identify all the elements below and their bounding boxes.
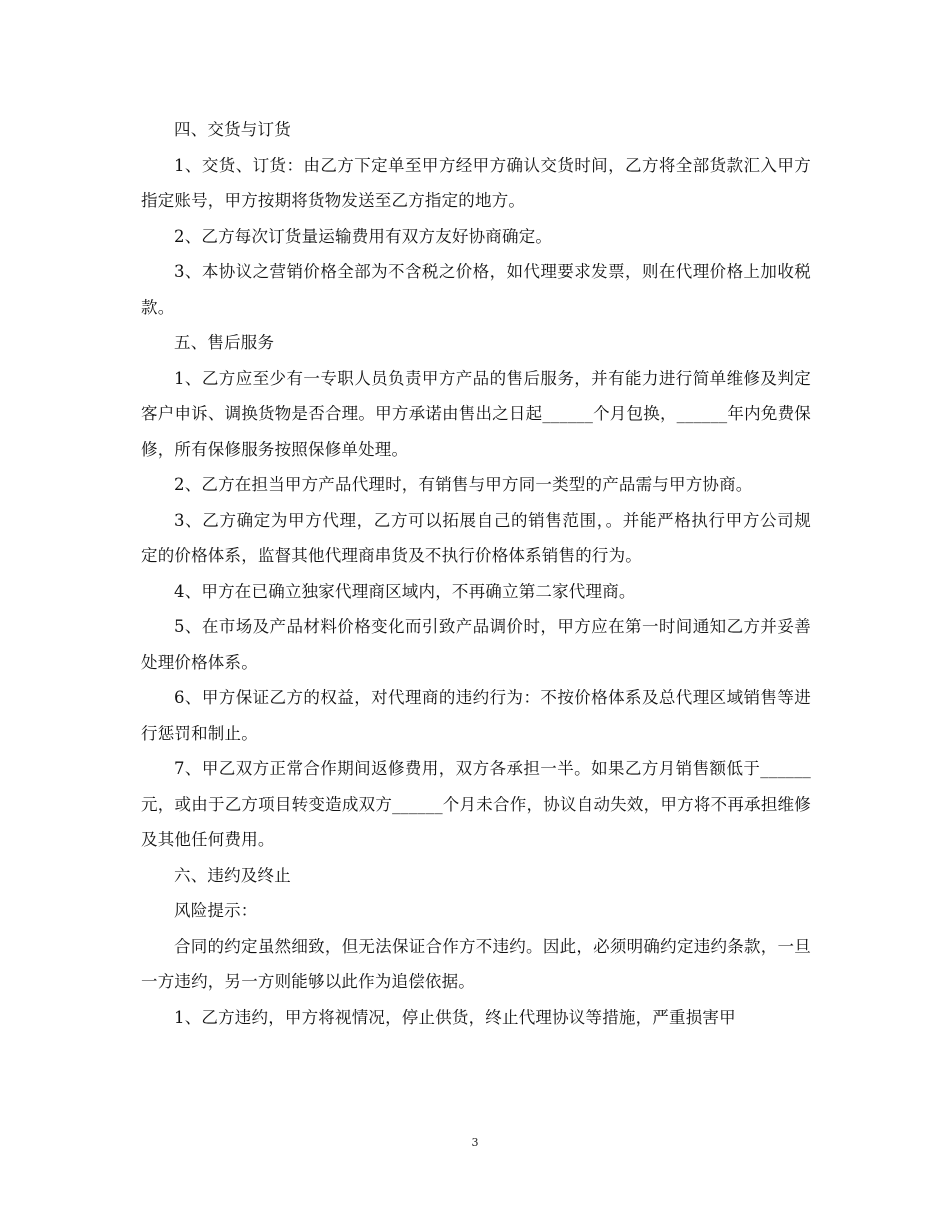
clause-paragraph: 1、交货、订货：由乙方下定单至甲方经甲方确认交货时间，乙方将全部货款汇入甲方指定账号，甲方按期将货物发送至乙方指定的地方。 xyxy=(141,155,811,210)
clause-paragraph: 4、甲方在已确立独家代理商区域内，不再确立第二家代理商。 xyxy=(174,581,636,601)
clause-paragraph: 3、乙方确定为甲方代理，乙方可以拓展自己的销售范围，。并能严格执行甲方公司规定的价格体系，监督其他代理商串货及不执行价格体系销售的行为。 xyxy=(141,510,811,565)
clause-paragraph: 2、乙方每次订货量运输费用有双方友好协商确定。 xyxy=(174,226,553,246)
clause-paragraph: 7、甲乙双方正常合作期间返修费用，双方各承担一半。如果乙方月销售额低于______元，或由于乙方项目转变造成双方______个月未合作，协议自动失效，甲方将不再承担维修及其他任何费用。 xyxy=(141,759,811,849)
section-heading-delivery: 四、交货与订货 xyxy=(174,120,291,139)
section-heading-breach: 六、违约及终止 xyxy=(174,865,291,885)
risk-note-label: 风险提示： xyxy=(174,901,258,920)
section-heading-after-sales: 五、售后服务 xyxy=(174,333,275,352)
clause-paragraph: 6、甲方保证乙方的权益，对代理商的违约行为：不按价格体系及总代理区域销售等进行惩罚和制止。 xyxy=(141,688,811,743)
clause-paragraph: 1、乙方违约，甲方将视情况，停止供货，终止代理协议等措施，严重损害甲 xyxy=(174,1007,736,1027)
document-body xyxy=(141,112,811,1035)
page-number: 3 xyxy=(471,1136,479,1149)
clause-paragraph: 2、乙方在担当甲方产品代理时，有销售与甲方同一类型的产品需与甲方协商。 xyxy=(174,475,753,494)
clause-paragraph: 3、本协议之营销价格全部为不含税之价格，如代理要求发票，则在代理价格上加收税款。 xyxy=(141,262,811,317)
risk-note-text: 合同的约定虽然细致，但无法保证合作方不违约。因此，必须明确约定违约条款，一旦一方违约，另一方则能够以此作为追偿依据。 xyxy=(141,936,811,991)
clause-paragraph: 5、在市场及产品材料价格变化而引致产品调价时，甲方应在第一时间通知乙方并妥善处理价格体系。 xyxy=(141,617,811,672)
clause-paragraph: 1、乙方应至少有一专职人员负责甲方产品的售后服务，并有能力进行简单维修及判定客户申诉、调换货物是否合理。甲方承诺由售出之日起______个月包换，______年内免费保修，所有保修服务按照保修单处理。 xyxy=(141,368,811,459)
